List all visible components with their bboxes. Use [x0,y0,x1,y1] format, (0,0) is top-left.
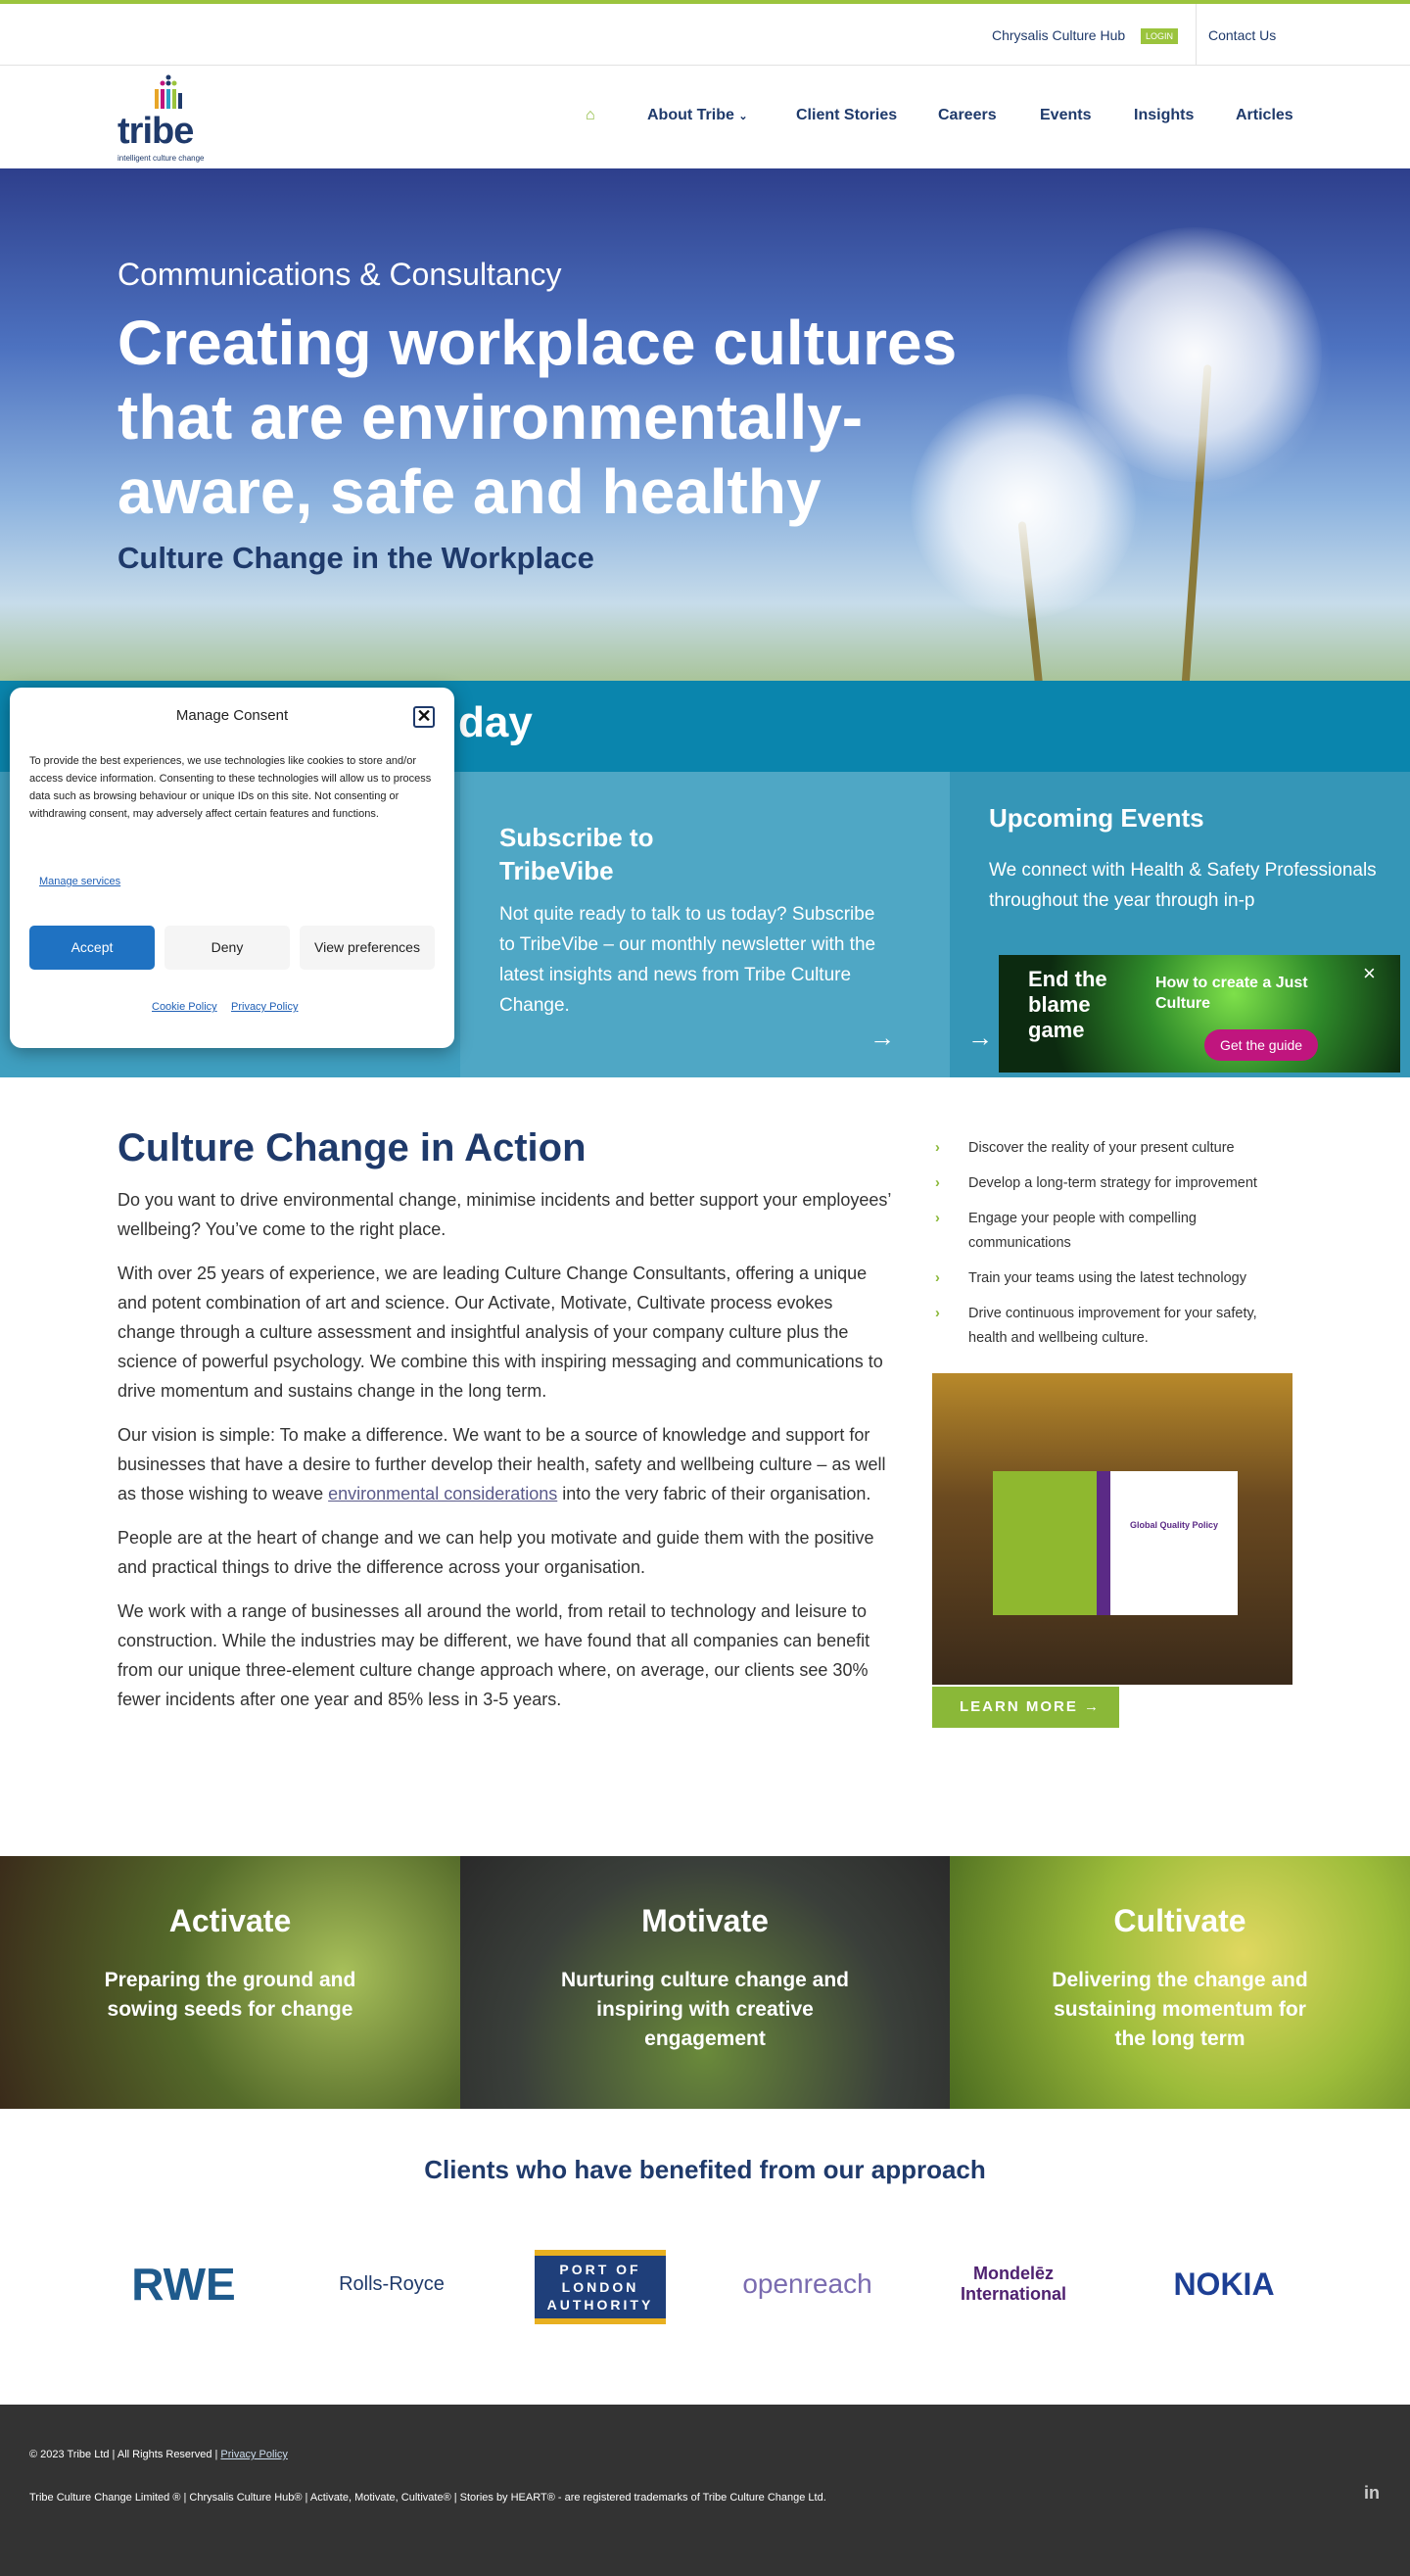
tile-title: Activate [168,1903,292,1938]
logo-nokia [1155,2245,1292,2323]
nav-events[interactable]: Events [1040,107,1092,123]
trademarks: Tribe Culture Change Limited ® | Chrysalis Culture Hub® | Activate, Motivate, Cultivate® | Stories by HEART® - are registered trademarks of Tribe Culture Change Ltd. [29,2492,826,2504]
arrow-right-icon[interactable]: → [870,1023,895,1052]
view-preferences-button[interactable]: View preferences [300,926,435,970]
hero-subtitle: Culture Change in the Workplace [118,541,594,575]
login-badge[interactable]: LOGIN [1141,28,1178,44]
tile-motivate[interactable] [460,1856,950,2109]
paragraph [118,1420,891,1508]
divider [1196,4,1197,66]
close-icon[interactable]: × [1363,961,1376,985]
nav-careers[interactable]: Careers [938,107,997,123]
logo-port-of-london [535,2250,666,2324]
nav-articles[interactable]: Articles [1236,107,1293,123]
logo-text: NOKIA [1173,2266,1275,2302]
arrow-right-icon[interactable]: → [967,1023,993,1052]
clients-title: Clients who have benefited from our approach [424,2155,986,2184]
logo-text: Mondelēz International [960,2264,1066,2304]
paragraph: People are at the heart of change and we can help you motivate and guide them with the positive and practical things to drive the difference across your organisation. [118,1528,874,1577]
logo-dots-icon [139,73,198,113]
card-text: We connect with Health & Safety Professionals throughout the year through in-p [989,860,1377,911]
popup-headline: End the blame game [1028,967,1107,1042]
paragraph: We work with a range of businesses all around the world, from retail to technology and leisure to construction. While the industries may be different, we have found that all companies can benefit from our unique three-element culture change approach where, on average, our clients see 30% fewer incidents after one year and 85% less in 3-5 years. [118,1601,870,1709]
learn-more-button[interactable] [932,1687,1119,1728]
chevron-down-icon: ⌄ [738,111,748,122]
cookie-policy-link[interactable]: Cookie Policy [152,1001,217,1013]
poster-title: Global Quality Policy [1130,1520,1219,1530]
arrow-right-icon: → [1084,1698,1102,1715]
benefits-list [935,1136,1297,1361]
logo-text: openreach [742,2268,872,2299]
list-item [935,1171,1297,1196]
poster-image [993,1471,1238,1615]
text: Our vision is simple: To make a difference. We want to be a source of knowledge and support for businesses that have a desire to further develop their health, safety and wellbeing culture – as well as those wishing to weave [118,1425,886,1503]
deny-button[interactable]: Deny [164,926,290,970]
text: into the very fabric of their organisation. [557,1484,871,1503]
list-text: Develop a long-term strategy for improvement [968,1175,1257,1191]
paragraph: Do you want to drive environmental change, minimise incidents and better support your employees’ wellbeing? You’ve come to the right place. [118,1190,891,1239]
logo-tagline: intelligent culture change [118,154,205,163]
logo-wordmark: tribe [118,111,194,152]
hero-banner [0,168,1410,681]
nav-label: About Tribe [647,107,734,123]
list-item [935,1207,1297,1256]
nav-about-tribe[interactable] [647,107,748,124]
copyright [29,2449,288,2460]
consent-modal [10,688,454,1048]
chevron-right-icon: › [935,1270,940,1286]
logo-text: RWE [131,2259,236,2310]
card-subscribe[interactable] [460,772,950,1077]
tile-text: Delivering the change and sustaining momentum for the long term [1052,1969,1308,2050]
tile-activate[interactable] [0,1856,460,2109]
environmental-considerations-link[interactable]: environmental considerations [328,1484,558,1503]
logo[interactable] [118,73,215,164]
consent-text: To provide the best experiences, we use technologies like cookies to store and/or access device information. Consenting to these technologies will allow us to process data such as browsing behaviour or unique IDs on this site. Not consenting or withdrawing consent, may adversely affect certain features and functions. [29,755,432,820]
copyright-text: © 2023 Tribe Ltd | All Rights Reserved | [29,2449,221,2460]
nav-insights[interactable]: Insights [1134,107,1195,123]
list-text: Discover the reality of your present culture [968,1140,1235,1156]
tile-cultivate[interactable] [950,1856,1410,2109]
hero-kicker: Communications & Consultancy [118,257,562,292]
list-text: Engage your people with compelling communications [968,1211,1197,1251]
accept-button[interactable]: Accept [29,926,155,970]
promo-popup [999,955,1400,1073]
section-title: Culture Change in Action [118,1126,587,1169]
footer [0,2405,1410,2576]
tile-title: Motivate [641,1903,769,1938]
logo-text: Rolls-Royce [339,2272,445,2295]
home-icon[interactable]: ⌂ [586,107,595,123]
list-item [935,1266,1297,1291]
privacy-policy-link[interactable]: Privacy Policy [220,2449,288,2460]
utility-bar [0,4,1410,66]
poster-graphic [993,1471,1110,1615]
contact-us-link[interactable]: Contact Us [1208,27,1277,43]
paragraph: With over 25 years of experience, we are leading Culture Change Consultants, offering a unique and potent combination of art and science. Our Activate, Motivate, Cultivate process evokes change through a culture assessment and insightful analysis of your company culture plus the science of powerful psychology. We combine this with inspiring messaging and communications to drive momentum and sustains change in the long term. [118,1264,883,1401]
card-text: Not quite ready to talk to us today? Subscribe to TribeVibe – our monthly newsletter with the latest insights and news from Tribe Culture Change. [499,904,876,1016]
tile-text: Preparing the ground and sowing seeds for change [104,1969,356,2021]
main-nav [0,66,1410,168]
close-icon[interactable]: ✕ [413,706,435,728]
linkedin-icon[interactable]: in [1364,2483,1380,2503]
chevron-right-icon: › [935,1175,940,1191]
chevron-right-icon: › [935,1306,940,1321]
hero-title: Creating workplace cultures that are environmentally-aware, safe and healthy [118,308,958,527]
chevron-right-icon: › [935,1211,940,1226]
logo-text: PORT OF LONDON AUTHORITY [546,2262,654,2313]
logo-mondelez [945,2245,1082,2323]
team-photo [932,1373,1292,1685]
logo-openreach [736,2245,878,2323]
logo-rwe [118,2245,250,2323]
band-title: day [458,698,533,746]
chrysalis-hub-link[interactable]: Chrysalis Culture Hub [992,27,1126,43]
tile-text: Nurturing culture change and inspiring with creative engagement [560,1969,850,2050]
section-body [118,1185,891,1729]
modal-title: Manage Consent [175,707,289,724]
list-item [935,1302,1297,1351]
popup-text: How to create a Just Culture [1155,975,1308,1012]
card-title: Subscribe to TribeVibe [499,823,654,885]
list-item [935,1136,1297,1161]
manage-services-link[interactable]: Manage services [39,876,121,887]
privacy-policy-link[interactable]: Privacy Policy [231,1001,299,1013]
button-label: LEARN MORE [960,1698,1078,1715]
get-guide-button[interactable]: Get the guide [1204,1029,1318,1061]
list-text: Train your teams using the latest technology [968,1270,1246,1286]
chevron-right-icon: › [935,1140,940,1156]
logo-rolls-royce [323,2245,460,2323]
tile-title: Cultivate [1113,1903,1246,1938]
nav-client-stories[interactable]: Client Stories [796,107,898,123]
list-text: Drive continuous improvement for your safety, health and wellbeing culture. [968,1306,1257,1346]
card-title: Upcoming Events [989,803,1204,833]
